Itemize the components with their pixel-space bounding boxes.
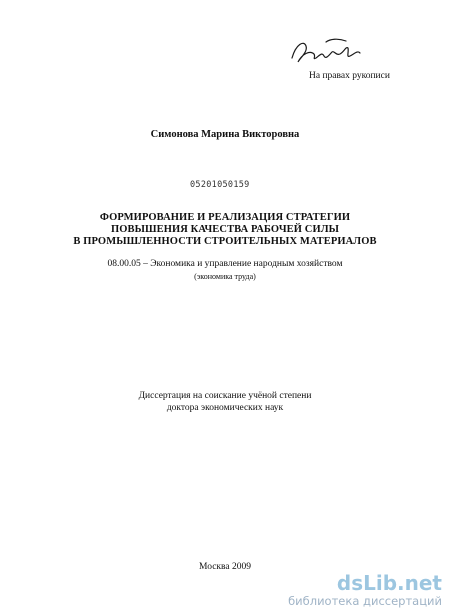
title-line-1: ФОРМИРОВАНИЕ И РЕАЛИЗАЦИЯ СТРАТЕГИИ	[99, 212, 351, 223]
specialty-subtitle: (экономика труда)	[194, 272, 256, 281]
title-line-3: В ПРОМЫШЛЕННОСТИ СТРОИТЕЛЬНЫХ МАТЕРИАЛОВ	[73, 236, 377, 247]
degree-line-1: Диссертация на соискание учёной степени	[138, 391, 312, 401]
degree-line-2: доктора экономических наук	[166, 403, 284, 413]
author-name: Симонова Марина Викторовна	[150, 129, 300, 140]
archive-number: 05201050159	[190, 180, 250, 190]
specialty-code: 08.00.05 – Экономика и управление народным хозяйством	[107, 259, 343, 269]
watermark-text: библиотека диссертаций	[288, 594, 442, 608]
signature-icon	[286, 36, 376, 72]
watermark	[288, 572, 442, 608]
watermark-logo: dsLib.net	[336, 571, 442, 595]
title-line-2: ПОВЫШЕНИЯ КАЧЕСТВА РАБОЧЕЙ СИЛЫ	[110, 224, 340, 235]
rights-note: На правах рукописи	[309, 71, 390, 81]
city-year: Москва 2009	[199, 562, 251, 572]
